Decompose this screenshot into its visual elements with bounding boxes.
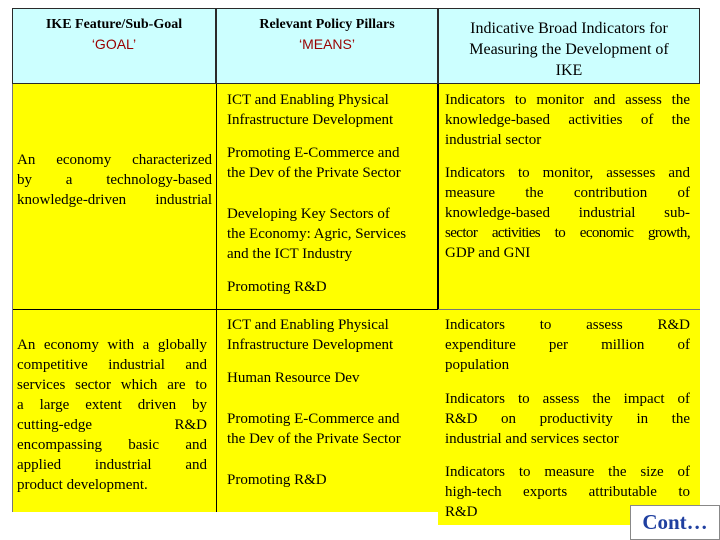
pillar-line: the Economy: Agric, Services	[227, 226, 407, 242]
indicator-line: R&D	[445, 504, 478, 520]
header-indicators-cell	[438, 8, 700, 84]
pillar-line: ICT and Enabling Physical	[227, 317, 389, 333]
row2-pillar-3	[227, 409, 435, 449]
row2-goal-line: cutting-edge R&D	[17, 417, 207, 433]
row2-goal-line: product development.	[17, 477, 148, 493]
pillar-line: the Dev of the Private Sector	[227, 431, 401, 447]
pillar-line: Promoting R&D	[227, 472, 327, 488]
row2-pillar-1	[227, 315, 435, 355]
indicator-line: industrial sector	[445, 132, 542, 148]
pillar-line: Human Resource Dev	[227, 370, 360, 386]
row2-indicator-2	[445, 389, 690, 449]
header-indicators-line-2: Measuring the Development of	[469, 41, 669, 58]
header-goal-title: IKE Feature/Sub-Goal	[45, 17, 183, 32]
indicator-line: industrial and services sector	[445, 431, 619, 447]
row2-goal-line: competitive industrial and	[17, 357, 207, 373]
pillar-line: the Dev of the Private Sector	[227, 165, 401, 181]
indicator-line: Indicators to assess R&D	[445, 317, 690, 333]
indicator-line: sector activities to economic growth,	[445, 225, 690, 241]
indicator-line: high-tech exports attributable to	[445, 484, 690, 500]
pillar-line: Developing Key Sectors of	[227, 206, 390, 222]
row2-indicator-1	[445, 315, 690, 375]
pillar-line: Promoting E-Commerce and	[227, 145, 400, 161]
row1-indicator-2	[445, 163, 690, 263]
row2-pillar-4	[227, 470, 435, 490]
column-divider-1	[216, 84, 217, 512]
indicator-line: expenditure per million of	[445, 337, 690, 353]
row2-pillar-2	[227, 368, 435, 388]
row2-goal-line: encompassing basic and	[17, 437, 207, 453]
pillar-line: Promoting E-Commerce and	[227, 411, 400, 427]
indicator-line: Indicators to assess the impact of	[445, 391, 690, 407]
row2-goal-line: a large extent driven by	[17, 397, 207, 413]
indicator-line: Indicators to monitor, assesses and	[445, 165, 690, 181]
pillar-line: and the ICT Industry	[227, 246, 353, 262]
header-indicators-line-3: IKE	[555, 62, 583, 79]
indicators-column-body	[438, 84, 700, 525]
continue-label: Cont…	[630, 505, 720, 540]
row1-goal-line: knowledge-driven industrial	[17, 192, 212, 208]
row2-goal-line: services sector which are to	[17, 377, 207, 393]
row1-goal-line: An economy characterized	[17, 152, 212, 168]
row1-pillar-2	[227, 143, 435, 183]
row2-goal-text	[17, 335, 207, 495]
indicator-line: R&D on productivity in the	[445, 411, 690, 427]
row-divider	[12, 309, 438, 310]
indicator-line: measure the contribution of	[445, 185, 690, 201]
header-means-title: Relevant Policy Pillars	[259, 17, 395, 32]
header-goal-cell	[12, 8, 216, 84]
indicator-line: knowledge-based industrial sub-	[445, 205, 690, 221]
indicator-line: population	[445, 357, 510, 373]
header-means-subtitle: ‘MEANS’	[298, 36, 355, 52]
row1-goal-line: by a technology-based	[17, 172, 212, 188]
header-goal-subtitle: ‘GOAL’	[91, 36, 137, 52]
row1-pillar-1	[227, 90, 435, 130]
header-means-cell	[216, 8, 438, 84]
indicator-line: knowledge-based activities of the	[445, 112, 690, 128]
row2-goal-line: applied industrial and	[17, 457, 207, 473]
header-indicators-line-1: Indicative Broad Indicators for	[470, 20, 668, 37]
row1-goal-text	[17, 150, 212, 210]
indicator-line: Indicators to measure the size of	[445, 464, 690, 480]
pillar-line: ICT and Enabling Physical	[227, 92, 389, 108]
pillar-line: Infrastructure Development	[227, 112, 394, 128]
row2-goal-line: An economy with a globally	[17, 337, 207, 353]
row1-pillar-3	[227, 204, 435, 264]
indicator-line: Indicators to monitor and assess the	[445, 92, 690, 108]
pillar-line: Infrastructure Development	[227, 337, 394, 353]
pillar-line: Promoting R&D	[227, 279, 327, 295]
row1-pillar-4	[227, 277, 435, 297]
indicator-line: GDP and GNI	[445, 245, 531, 261]
row1-indicator-1	[445, 90, 690, 150]
table-left-border	[12, 84, 13, 512]
row-divider-right	[438, 309, 700, 310]
column-divider-2	[437, 84, 439, 310]
